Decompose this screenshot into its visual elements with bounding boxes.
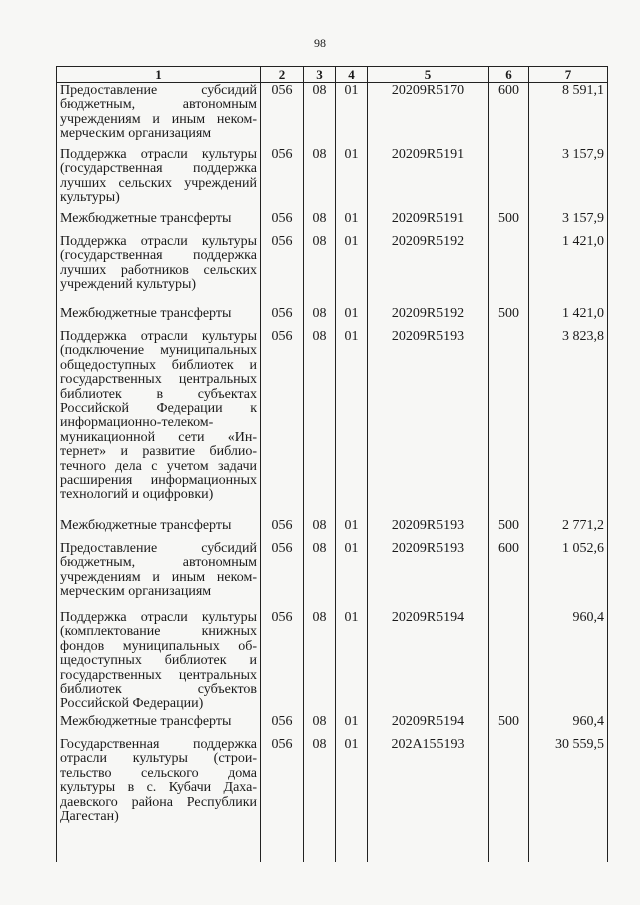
amount-cell: 3 823,8 (529, 329, 608, 518)
target-article-cell: 20209R5192 (368, 234, 489, 306)
item-name-cell: Поддержка отрасли культуры (государственная поддержка лучших работников сельских учреждений культуры) (57, 234, 261, 306)
amount-cell: 3 157,9 (529, 147, 608, 211)
ministry-code-cell: 056 (261, 518, 304, 541)
expense-type-cell: 500 (489, 518, 529, 541)
section-code-cell: 08 (304, 329, 336, 518)
amount-cell: 3 157,9 (529, 211, 608, 234)
expense-type-cell: 600 (489, 83, 529, 148)
ministry-code-cell: 056 (261, 541, 304, 610)
section-code-cell: 08 (304, 714, 336, 737)
target-article-cell: 20209R5194 (368, 610, 489, 714)
table-row (57, 610, 608, 714)
ministry-code-cell: 056 (261, 147, 304, 211)
table-row (57, 518, 608, 541)
target-article-cell: 20209R5194 (368, 714, 489, 737)
table-row (57, 541, 608, 610)
filler-cell (489, 852, 529, 862)
page-number: 98 (314, 36, 326, 50)
subsection-code-cell: 01 (336, 83, 368, 148)
target-article-cell: 20209R5191 (368, 211, 489, 234)
amount-cell: 960,4 (529, 714, 608, 737)
expense-type-cell: 500 (489, 211, 529, 234)
subsection-code-cell: 01 (336, 518, 368, 541)
section-code-cell: 08 (304, 541, 336, 610)
section-code-cell: 08 (304, 211, 336, 234)
item-name-cell: Государственная поддержка отрасли культуры (строительство сельского дома культуры в с. Кубачи Дахадаевского района Республики Дагестан) (57, 737, 261, 852)
section-code-cell: 08 (304, 147, 336, 211)
expense-type-cell: 600 (489, 541, 529, 610)
expense-type-cell (489, 147, 529, 211)
item-name-cell: Межбюджетные трансферты (57, 714, 261, 737)
ministry-code-cell: 056 (261, 610, 304, 714)
table-body (57, 83, 608, 863)
subsection-code-cell: 01 (336, 737, 368, 852)
ministry-code-cell: 056 (261, 211, 304, 234)
header-col-6: 6 (489, 67, 529, 83)
ministry-code-cell: 056 (261, 306, 304, 329)
item-name-cell: Межбюджетные трансферты (57, 306, 261, 329)
item-name-cell: Поддержка отрасли культуры (подключение муниципальных общедоступных библиотек и государственных центральных библиотек в субъектах Российской Федерации к информационно-телекоммуникационной сети «Интернет» и развитие библиотечного дела с учетом задачи расширения информационных технологий и оцифровки) (57, 329, 261, 518)
section-code-cell: 08 (304, 234, 336, 306)
amount-cell: 8 591,1 (529, 83, 608, 148)
item-name-cell: Поддержка отрасли культуры (государственная поддержка лучших сельских учреждений культуры) (57, 147, 261, 211)
table-row (57, 147, 608, 211)
table-row (57, 306, 608, 329)
target-article-cell: 202A155193 (368, 737, 489, 852)
ministry-code-cell: 056 (261, 83, 304, 148)
target-article-cell: 20209R5193 (368, 541, 489, 610)
expense-type-cell: 500 (489, 714, 529, 737)
expense-type-cell (489, 329, 529, 518)
filler-cell (368, 852, 489, 862)
header-col-5: 5 (368, 67, 489, 83)
ministry-code-cell: 056 (261, 714, 304, 737)
item-name-cell: Межбюджетные трансферты (57, 211, 261, 234)
table-row (57, 234, 608, 306)
target-article-cell: 20209R5170 (368, 83, 489, 148)
table-row (57, 714, 608, 737)
item-name-cell: Межбюджетные трансферты (57, 518, 261, 541)
amount-cell: 2 771,2 (529, 518, 608, 541)
filler-cell (261, 852, 304, 862)
section-code-cell: 08 (304, 518, 336, 541)
subsection-code-cell: 01 (336, 234, 368, 306)
filler-cell (57, 852, 261, 862)
subsection-code-cell: 01 (336, 147, 368, 211)
ministry-code-cell: 056 (261, 329, 304, 518)
header-col-3: 3 (304, 67, 336, 83)
filler-cell (529, 852, 608, 862)
section-code-cell: 08 (304, 610, 336, 714)
target-article-cell: 20209R5193 (368, 329, 489, 518)
amount-cell: 1 421,0 (529, 306, 608, 329)
table-header-row (57, 67, 608, 83)
table-row (57, 737, 608, 852)
subsection-code-cell: 01 (336, 211, 368, 234)
amount-cell: 1 421,0 (529, 234, 608, 306)
amount-cell: 1 052,6 (529, 541, 608, 610)
section-code-cell: 08 (304, 737, 336, 852)
table-row (57, 83, 608, 148)
target-article-cell: 20209R5191 (368, 147, 489, 211)
subsection-code-cell: 01 (336, 610, 368, 714)
target-article-cell: 20209R5192 (368, 306, 489, 329)
header-col-1: 1 (57, 67, 261, 83)
table-row (57, 329, 608, 518)
filler-cell (304, 852, 336, 862)
item-name-cell: Предоставление субсидий бюджетным, автономным учреждениям и иным некоммерческим организациям (57, 541, 261, 610)
subsection-code-cell: 01 (336, 714, 368, 737)
amount-cell: 960,4 (529, 610, 608, 714)
section-code-cell: 08 (304, 306, 336, 329)
target-article-cell: 20209R5193 (368, 518, 489, 541)
filler-cell (336, 852, 368, 862)
budget-table (56, 66, 608, 862)
subsection-code-cell: 01 (336, 541, 368, 610)
subsection-code-cell: 01 (336, 306, 368, 329)
amount-cell: 30 559,5 (529, 737, 608, 852)
header-col-2: 2 (261, 67, 304, 83)
expense-type-cell (489, 610, 529, 714)
header-col-7: 7 (529, 67, 608, 83)
header-col-4: 4 (336, 67, 368, 83)
budget-table-container (56, 66, 607, 836)
expense-type-cell (489, 234, 529, 306)
subsection-code-cell: 01 (336, 329, 368, 518)
ministry-code-cell: 056 (261, 737, 304, 852)
item-name-cell: Поддержка отрасли культуры (комплектование книжных фондов муниципальных общедоступных библиотек и государственных центральных библиотек субъектов Российской Федерации) (57, 610, 261, 714)
table-row (57, 211, 608, 234)
section-code-cell: 08 (304, 83, 336, 148)
table-filler-row (57, 852, 608, 862)
item-name-cell: Предоставление субсидий бюджетным, автономным учреждениям и иным некоммерческим организациям (57, 83, 261, 148)
expense-type-cell: 500 (489, 306, 529, 329)
ministry-code-cell: 056 (261, 234, 304, 306)
expense-type-cell (489, 737, 529, 852)
